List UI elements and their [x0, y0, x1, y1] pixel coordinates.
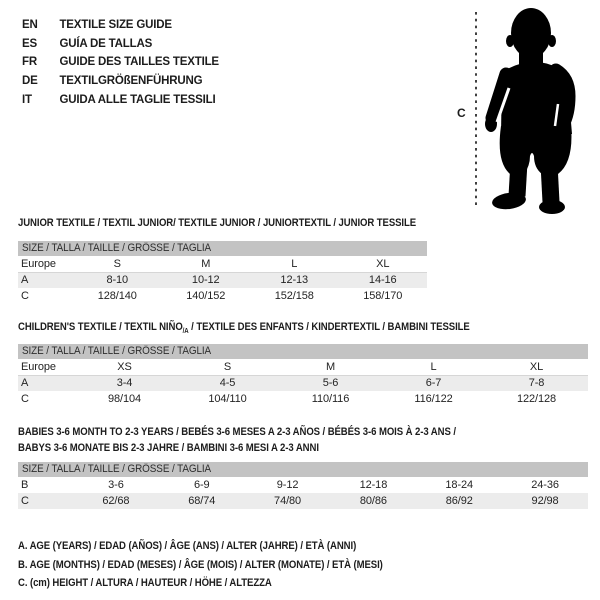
- table-row: [18, 272, 427, 288]
- babies-title-line1: BABIES 3-6 MONTH TO 2-3 YEARS / BEBÉS 3-6 MESES A 2-3 AÑOS / BÉBÉS 3-6 MOIS À 2-3 ANS /: [18, 426, 456, 438]
- size-header-text: SIZE / TALLA / TAILLE / GRÖSSE / TAGLIA: [22, 463, 212, 475]
- children-title-sub: /A: [182, 328, 189, 336]
- size-cell: 116/122: [414, 393, 453, 405]
- table-row: [18, 477, 588, 493]
- table-row: [18, 288, 427, 304]
- size-cell: 12-18: [359, 479, 388, 491]
- size-cell: 7-8: [528, 377, 545, 390]
- size-cell: 6-7: [425, 377, 442, 390]
- size-cell: 3-6: [108, 479, 124, 491]
- size-cell: S: [176, 359, 279, 375]
- language-row-de: [22, 71, 219, 90]
- size-cell: 12-13: [280, 274, 309, 287]
- language-label: GUÍA DE TALLAS: [59, 35, 153, 50]
- language-code: DE: [22, 73, 38, 88]
- language-label: TEXTILGRÖßENFÜHRUNG: [59, 73, 203, 88]
- row-label: Europe: [18, 256, 73, 272]
- size-header-bar: [18, 241, 427, 256]
- junior-size-table: [18, 241, 427, 304]
- size-cell: 9-12: [276, 479, 299, 491]
- size-cell: 128/140: [97, 290, 137, 302]
- size-cell: L: [382, 359, 485, 375]
- legend-note-c: C. (cm) HEIGHT / ALTURA / HAUTEUR / HÖHE / ALTEZZA: [18, 577, 272, 590]
- size-cell: 24-36: [531, 479, 559, 491]
- row-label: Europe: [18, 359, 73, 375]
- table-row: [18, 493, 588, 509]
- size-header-text: SIZE / TALLA / TAILLE / GRÖSSE / TAGLIA: [22, 345, 212, 357]
- children-title-rest: / TEXTILE DES ENFANTS / KINDERTEXTIL / BAMBINI TESSILE: [188, 321, 470, 333]
- size-cell: 74/80: [274, 495, 302, 507]
- table-row: [18, 391, 588, 407]
- babies-section-title: [18, 424, 456, 456]
- babies-size-table: [18, 462, 588, 509]
- legend-notes: [18, 537, 383, 593]
- size-cell: 92/98: [531, 495, 559, 507]
- size-cell: 86/92: [445, 495, 473, 507]
- size-cell: 140/152: [186, 290, 226, 302]
- size-cell: 18-24: [445, 479, 474, 491]
- size-cell: XS: [73, 359, 176, 375]
- size-cell: XL: [339, 256, 428, 272]
- size-cell: 122/128: [516, 393, 557, 405]
- legend-note-a: A. AGE (YEARS) / EDAD (AÑOS) / ÂGE (ANS) / ALTER (JAHRE) / ETÀ (ANNI): [18, 540, 357, 552]
- language-row-it: [22, 90, 219, 109]
- table-row: [18, 375, 588, 391]
- size-cell: 104/110: [208, 393, 247, 405]
- size-header-bar: [18, 462, 588, 477]
- size-cell: XL: [485, 359, 588, 375]
- size-cell: 8-10: [106, 274, 129, 287]
- size-cell: 68/74: [188, 495, 216, 507]
- junior-section-title: JUNIOR TEXTILE / TEXTIL JUNIOR/ TEXTILE JUNIOR / JUNIORTEXTIL / JUNIOR TESSILE: [18, 217, 417, 229]
- legend-note-b: B. AGE (MONTHS) / EDAD (MESES) / ÂGE (MOIS) / ALTER (MONATE) / ETÀ (MESI): [18, 558, 383, 571]
- size-header-bar: [18, 344, 588, 359]
- language-row-fr: [22, 52, 219, 71]
- row-label: A: [21, 274, 29, 287]
- row-label: C: [21, 393, 29, 405]
- language-code: EN: [22, 17, 38, 31]
- language-code: FR: [22, 54, 37, 69]
- children-section-title: [18, 319, 470, 340]
- size-cell: 110/116: [311, 393, 350, 405]
- size-cell: 3-4: [116, 377, 133, 390]
- size-cell: 5-6: [322, 377, 339, 390]
- row-label: C: [21, 495, 29, 507]
- language-row-en: [22, 15, 219, 34]
- size-cell: M: [162, 256, 251, 272]
- height-measure-label: C: [457, 106, 466, 120]
- language-code: ES: [22, 35, 37, 50]
- row-label: B: [21, 479, 29, 491]
- baby-silhouette-icon: [455, 4, 595, 216]
- size-cell: 6-9: [193, 479, 210, 491]
- table-row: [18, 359, 588, 375]
- size-cell: 4-5: [219, 377, 236, 390]
- language-code: IT: [22, 91, 32, 106]
- size-cell: 10-12: [191, 274, 220, 287]
- size-cell: 14-16: [368, 274, 397, 287]
- table-row: [18, 256, 427, 272]
- language-label: TEXTILE SIZE GUIDE: [59, 17, 172, 31]
- children-title-main: CHILDREN'S TEXTILE / TEXTIL NIÑO: [18, 321, 183, 333]
- size-cell: M: [279, 359, 382, 375]
- size-cell: S: [73, 256, 162, 272]
- size-header-text: SIZE / TALLA / TAILLE / GRÖSSE / TAGLIA: [22, 242, 212, 254]
- language-row-es: [22, 34, 219, 53]
- size-cell: 62/68: [102, 495, 130, 507]
- size-cell: 158/170: [363, 290, 403, 302]
- babies-title-line2: BABYS 3-6 MONATE BIS 2-3 JAHRE / BAMBINI 3-6 MESI A 2-3 ANNI: [18, 442, 319, 454]
- row-label: C: [21, 290, 29, 302]
- row-label: A: [21, 377, 29, 390]
- size-cell: 152/158: [274, 290, 314, 302]
- language-title-list: [22, 15, 219, 109]
- size-cell: 98/104: [107, 393, 142, 405]
- language-label: GUIDE DES TAILLES TEXTILE: [59, 54, 219, 69]
- language-label: GUIDA ALLE TAGLIE TESSILI: [59, 91, 216, 106]
- size-cell: L: [250, 256, 339, 272]
- size-cell: 80/86: [359, 495, 387, 507]
- children-size-table: [18, 344, 588, 407]
